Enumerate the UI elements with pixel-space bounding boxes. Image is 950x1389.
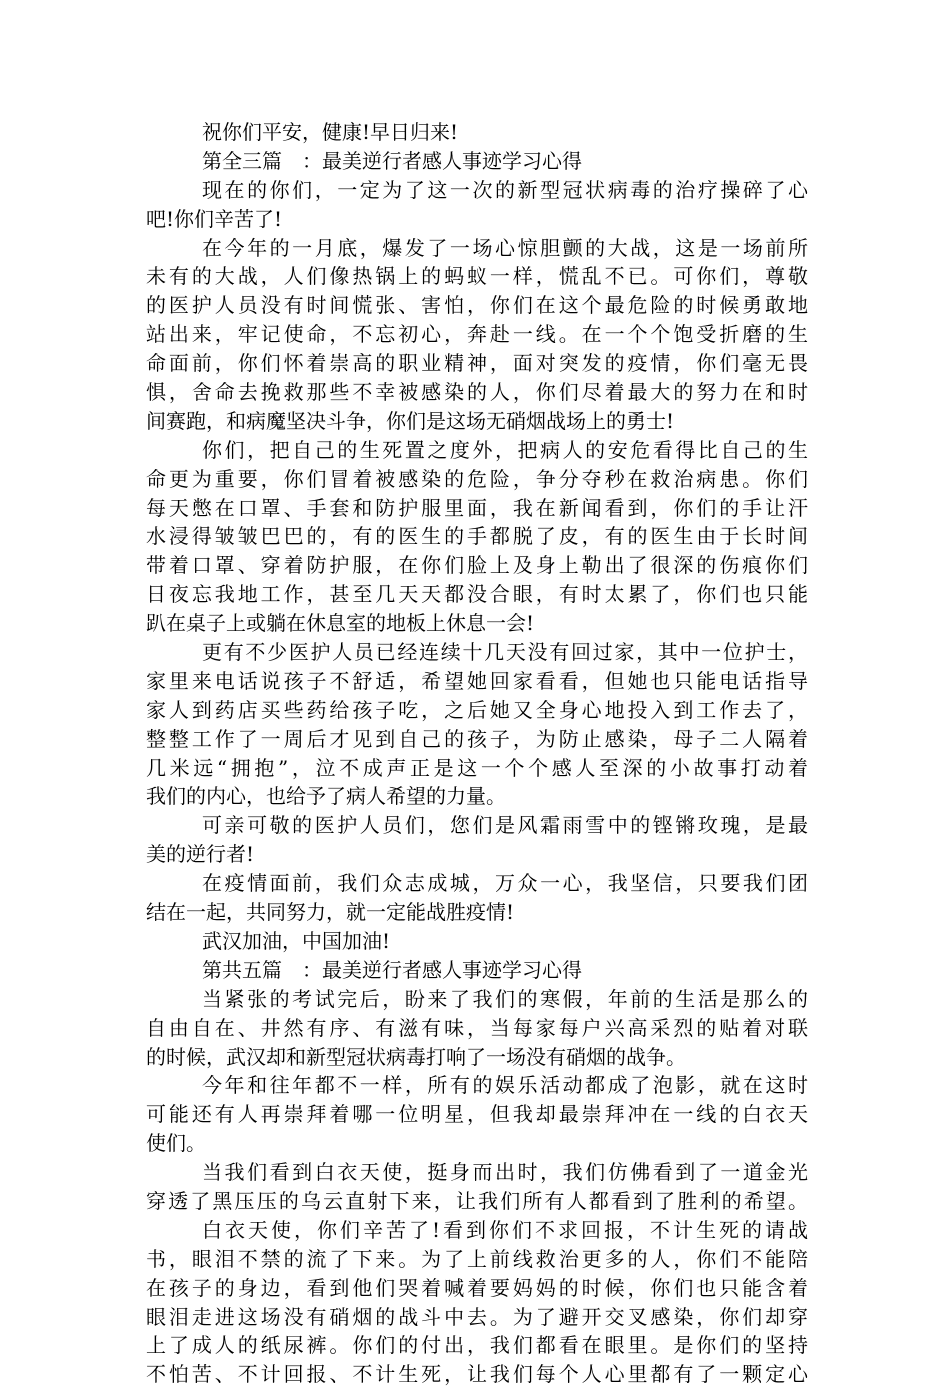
- text-line: 美的逆行者!: [146, 842, 255, 867]
- text-line: 眼泪走进这场没有硝烟的战斗中去。为了避开交叉感染，你们却穿: [146, 1304, 808, 1329]
- text-line: 家人到药店买些药给孩子吃，之后她又全身心地投入到工作去了，: [146, 697, 808, 722]
- text-line: 站出来，牢记使命，不忘初心，奔赴一线。在一个个饱受折磨的生: [146, 322, 808, 347]
- text-line: 在疫情面前，我们众志成城，万众一心，我坚信，只要我们团: [202, 871, 808, 896]
- text-line: 吧!你们辛苦了!: [146, 206, 283, 231]
- text-line: 可亲可敬的医护人员们，您们是风霜雨雪中的铿锵玫瑰，是最: [202, 813, 808, 838]
- text-line: 带着口罩、穿着防护服，在你们脸上及身上勒出了很深的伤痕你们: [146, 553, 808, 578]
- text-line: 命更为重要，你们冒着被感染的危险，争分夺秒在救治病患。你们: [146, 466, 808, 491]
- text-line: 日夜忘我地工作，甚至几天天都没合眼，有时太累了，你们也只能: [146, 582, 808, 607]
- text-line: 水浸得皱皱巴巴的，有的医生的手都脱了皮，有的医生由于长时间: [146, 524, 808, 549]
- text-line: 的医护人员没有时间慌张、害怕，你们在这个最危险的时候勇敢地: [146, 293, 808, 318]
- text-line: 间赛跑，和病魔坚决斗争，你们是这场无硝烟战场上的勇士!: [146, 408, 675, 433]
- text-line: 自由自在、井然有序、有滋有味，当每家每户兴高采烈的贴着对联: [146, 1015, 808, 1040]
- text-line: 结在一起，共同努力，就一定能战胜疫情!: [146, 900, 515, 925]
- text-line: 家里来电话说孩子不舒适，希望她回家看看，但她也只能电话指导: [146, 668, 808, 693]
- text-line: 可能还有人再崇拜着哪一位明星，但我却最崇拜冲在一线的白衣天: [146, 1102, 808, 1127]
- text-line: 书，眼泪不禁的流了下来。为了上前线救治更多的人，你们不能陪: [146, 1246, 808, 1271]
- text-line: 更有不少医护人员已经连续十几天没有回过家，其中一位护士，: [202, 640, 808, 665]
- text-line: 今年和往年都不一样，所有的娱乐活动都成了泡影，就在这时: [202, 1073, 808, 1098]
- text-line: 整整工作了一周后才见到自己的孩子，为防止感染，母子二人隔着: [146, 726, 808, 751]
- text-line: 趴在桌子上或躺在休息室的地板上休息一会!: [146, 611, 535, 636]
- text-line: 每天憋在口罩、手套和防护服里面，我在新闻看到，你们的手让汗: [146, 495, 808, 520]
- text-line: 祝你们平安，健康!早日归来!: [202, 120, 459, 144]
- text-line: 在今年的一月底，爆发了一场心惊胆颤的大战，这是一场前所: [202, 235, 808, 260]
- text-line: 命面前，你们怀着崇高的职业精神，面对突发的疫情，你们毫无畏: [146, 351, 808, 376]
- text-line: 现在的你们，一定为了这一次的新型冠状病毒的治疗操碎了心: [202, 177, 808, 202]
- text-line: 白衣天使，你们辛苦了!看到你们不求回报，不计生死的请战: [202, 1217, 808, 1242]
- text-line: 几米远“拥抱”，泣不成声正是这一个个感人至深的小故事打动着: [146, 755, 808, 780]
- text-line: 不怕苦、不计回报、不计生死，让我们每个人心里都有了一颗定心: [146, 1362, 808, 1387]
- text-line: 穿透了黑压压的乌云直射下来，让我们所有人都看到了胜利的希望。: [146, 1188, 808, 1213]
- text-line: 武汉加油，中国加油!: [202, 928, 391, 953]
- text-line: 未有的大战，人们像热锅上的蚂蚁一样，慌乱不已。可你们，尊敬: [146, 264, 808, 289]
- text-line: 第共五篇 ：最美逆行者感人事迹学习心得: [202, 957, 582, 982]
- text-line: 当我们看到白衣天使，挺身而出时，我们仿佛看到了一道金光: [202, 1160, 808, 1185]
- text-line: 第全三篇 ：最美逆行者感人事迹学习心得: [202, 148, 582, 173]
- text-line: 惧，舍命去挽救那些不幸被感染的人，你们尽着最大的努力在和时: [146, 380, 808, 405]
- document-page: [146, 118, 808, 1389]
- text-line: 上了成人的纸尿裤。你们的付出，我们都看在眼里。是你们的坚持: [146, 1333, 808, 1358]
- text-line: 使们。: [146, 1131, 206, 1156]
- text-line: 当紧张的考试完后，盼来了我们的寒假，年前的生活是那么的: [202, 986, 808, 1011]
- text-line: 的时候，武汉却和新型冠状病毒打响了一场没有硝烟的战争。: [146, 1044, 686, 1069]
- text-line: 我们的内心，也给予了病人希望的力量。: [146, 784, 506, 809]
- text-line: 你们，把自己的生死置之度外，把病人的安危看得比自己的生: [202, 437, 808, 462]
- text-line: 在孩子的身边，看到他们哭着喊着要妈妈的时候，你们也只能含着: [146, 1275, 808, 1300]
